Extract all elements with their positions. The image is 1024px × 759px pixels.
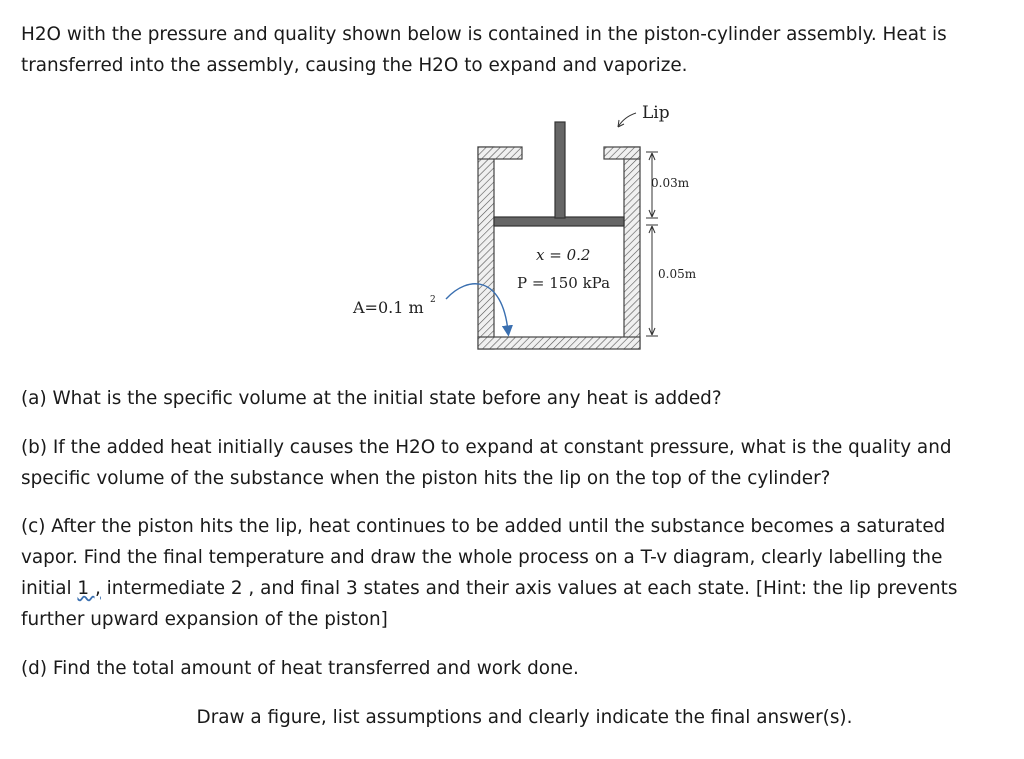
lip-label: Lip <box>642 103 670 123</box>
question-d: (d) Find the total amount of heat transferred and work done. <box>21 658 579 679</box>
area-exponent: 2 <box>430 295 436 305</box>
question-c <box>21 511 996 635</box>
question-c-part1: (c) After the piston hits the lip, heat continues to be added until the substance becomes a saturated vapor. Find the final temperature and draw the whole process on a T-v diagram, clearly labelling the initial <box>21 516 946 599</box>
state-1-label: 1 , <box>77 578 101 599</box>
question-c-part2: intermediate 2 , and final 3 states and their axis values at each state. [Hint: the lip prevents further upward expansion of the piston] <box>21 578 958 630</box>
pressure-label: P = 150 kPa <box>517 274 611 292</box>
piston-height-dimension <box>646 225 658 336</box>
lip-gap-label: 0.03m <box>651 176 690 190</box>
quality-label: x = 0.2 <box>536 246 591 264</box>
lip-pointer <box>618 113 636 127</box>
question-b: (b) If the added heat initially causes the H2O to expand at constant pressure, what is the quality and specific volume of the substance when the piston hits the lip on the top of the cylinder? <box>21 437 952 489</box>
piston <box>494 122 624 226</box>
problem-intro: H2O with the pressure and quality shown below is contained in the piston-cylinder assembly. Heat is transferred into the assembly, causing the H2O to expand and vaporize. <box>21 24 947 76</box>
question-a: (a) What is the specific volume at the initial state before any heat is added? <box>21 388 722 409</box>
piston-cylinder-figure <box>340 95 720 360</box>
area-label: A=0.1 m <box>353 298 424 317</box>
area-arrow <box>446 284 508 331</box>
piston-height-label: 0.05m <box>658 267 697 281</box>
instructions-footer: Draw a figure, list assumptions and clearly indicate the final answer(s). <box>196 707 853 728</box>
